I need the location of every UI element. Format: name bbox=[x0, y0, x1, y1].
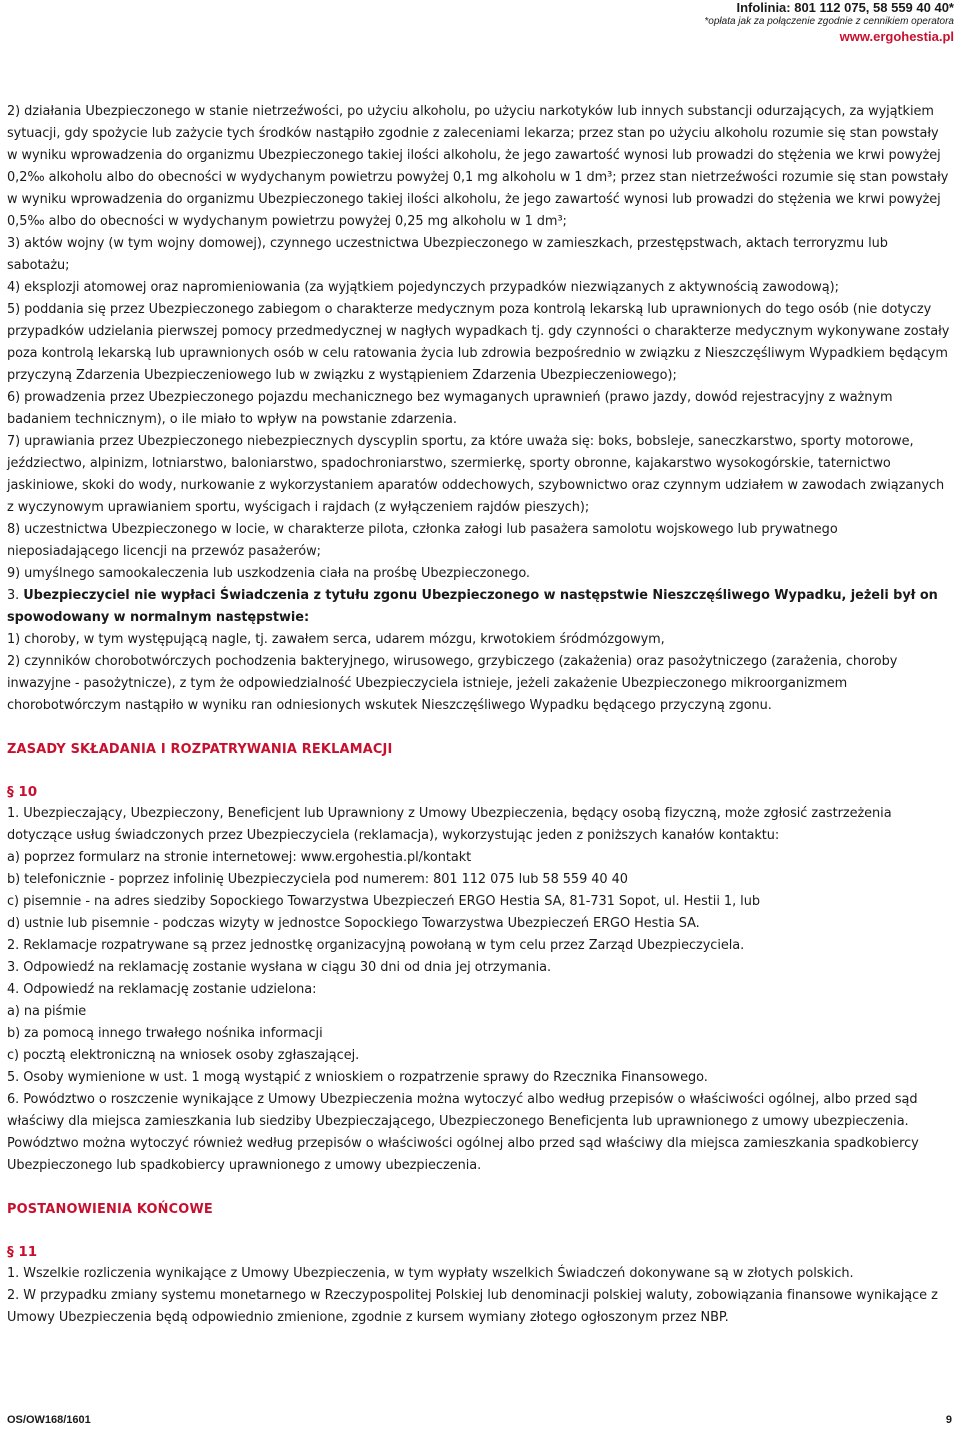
exclusion-item: 6) prowadzenia przez Ubezpieczonego pojazdu mechanicznego bez wymaganych uprawnień (prawo jazdy, dowód rejestracyjny z ważnym badaniem technicznym), o ile miało to wpływ na powstanie zdarzenia. bbox=[7, 390, 893, 427]
complaint-line: a) na piśmie bbox=[7, 1004, 87, 1019]
website-link[interactable]: www.ergohestia.pl bbox=[839, 29, 954, 44]
contact-info bbox=[704, 0, 954, 46]
page-number: 9 bbox=[945, 1414, 952, 1426]
paragraph-number-10: § 10 bbox=[7, 784, 38, 800]
complaint-line: 4. Odpowiedź na reklamację zostanie udzielona: bbox=[7, 982, 317, 997]
infoline-number[interactable]: Infolinia: 801 112 075, 58 559 40 40* bbox=[736, 0, 954, 15]
complaint-line: b) telefonicznie - poprzez infolinię Ubezpieczyciela pod numerem: 801 112 075 lub 58 559 40 40 bbox=[7, 872, 628, 887]
document-body bbox=[7, 101, 952, 1329]
death-exclusion-heading bbox=[7, 585, 952, 629]
complaint-line: 1. Ubezpieczający, Ubezpieczony, Beneficjent lub Uprawniony z Umowy Ubezpieczenia, będący osobą fizyczną, może zgłosić zastrzeżenia dotyczące usług świadczonych przez Ubezpieczyciela (reklamacja), wykorzystując jeden z poniższych kanałów kontaktu: bbox=[7, 806, 892, 843]
page-header bbox=[0, 0, 960, 44]
exclusion-item: 4) eksplozji atomowej oraz napromieniowania (za wyjątkiem pojedynczych przypadków niezwiązanych z aktywnością zawodową); bbox=[7, 280, 839, 295]
complaint-line: 3. Odpowiedź na reklamację zostanie wysłana w ciągu 30 dni od dnia jej otrzymania. bbox=[7, 960, 552, 975]
death-exclusion-number: 3. bbox=[7, 588, 20, 603]
infoline-note: *opłata jak za połączenie zgodnie z cennikiem operatora bbox=[704, 16, 954, 27]
complaint-line: 6. Powództwo o roszczenie wynikające z Umowy Ubezpieczenia można wytoczyć albo według przepisów o właściwości ogólnej, albo przed sąd właściwy dla miejsca zamieszkania lub siedziby Ubezpieczającego, Ubezpieczonego Beneficjenta lub uprawnionego z umowy ubezpieczenia. Powództwo można wytoczyć również według przepisów o właściwości ogólnej albo przed sąd właściwy dla miejsca zamieszkania spadkobiercy Ubezpieczonego lub spadkobiercy uprawnionego z umowy ubezpieczenia. bbox=[7, 1092, 919, 1173]
complaint-line: b) za pomocą innego trwałego nośnika informacji bbox=[7, 1026, 323, 1041]
exclusion-item: 7) uprawiania przez Ubezpieczonego niebezpiecznych dyscyplin sportu, za które uważa się: boks, bobsleje, saneczkarstwo, sporty motorowe, jeździectwo, alpinizm, lotniarstwo, baloniarstwo, spadochroniarstwo, szermierkę, sporty obronne, kajakarstwo wysokogórskie, taternictwo jaskiniowe, skoki do wody, nurkowanie z wykorzystaniem aparatów oddechowych, szybownictwo oraz czynnym udziałem w zawodach związanych z wyczynowym uprawianiem sportu, wyścigach i rajdach (z wyłączeniem rajdów pieszych); bbox=[7, 434, 945, 515]
exclusion-item: 9) umyślnego samookaleczenia lub uszkodzenia ciała na prośbę Ubezpieczonego. bbox=[7, 566, 530, 581]
complaint-line: a) poprzez formularz na stronie internetowej: www.ergohestia.pl/kontakt bbox=[7, 850, 472, 865]
exclusion-item: 2) działania Ubezpieczonego w stanie nietrzeźwości, po użyciu alkoholu, po użyciu narkotyków lub innych substancji odurzających, za wyjątkiem sytuacji, gdy spożycie lub zażycie tych środków nastąpiło zgodnie z zaleceniami lekarza; przez stan po użyciu alkoholu rozumie się stan powstały w wyniku wprowadzenia do organizmu Ubezpieczonego takiej ilości alkoholu, że jego zawartość wynosi lub prowadzi do stężenia we krwi powyżej 0,2‰ alkoholu albo do obecności w wydychanym powietrzu powyżej 0,1 mg alkoholu w 1 dm³; przez stan nietrzeźwości rozumie się stan powstały w wyniku wprowadzenia do organizmu Ubezpieczonego takiej ilości alkoholu, że jego zawartość wynosi lub prowadzi do stężenia we krwi powyżej 0,5‰ albo do obecności w wydychanym powietrzu powyżej 0,25 mg alkoholu w 1 dm³; bbox=[7, 104, 949, 229]
section-title-final: POSTANOWIENIA KOŃCOWE bbox=[7, 1202, 213, 1217]
exclusion-item: 5) poddania się przez Ubezpieczonego zabiegom o charakterze medycznym poza kontrolą lekarską lub uprawnionych do tego osób (nie dotyczy przypadków udzielania pierwszej pomocy przedmedycznej w nagłych wypadkach tj. gdy czynności o charakterze medycznym wykonywane zostały poza kontrolą lekarską lub uprawnionych osób w celu ratowania życia lub zdrowia bezpośrednio w związku z Nieszczęśliwym Wypadkiem będącym przyczyną Zdarzenia Ubezpieczeniowego lub w związku z wystąpieniem Zdarzenia Ubezpieczeniowego); bbox=[7, 302, 950, 383]
complaint-line: d) ustnie lub pisemnie - podczas wizyty w jednostce Sopockiego Towarzystwa Ubezpieczeń ERGO Hestia SA. bbox=[7, 916, 700, 931]
final-line: 2. W przypadku zmiany systemu monetarnego w Rzeczypospolitej Polskiej lub denominacji polskiej waluty, zobowiązania finansowe wynikające z Umowy Ubezpieczenia będą odpowiednio zmienione, zgodnie z kursem wymiany złotego ogłoszonym przez NBP. bbox=[7, 1288, 938, 1325]
exclusion-item: 3) aktów wojny (w tym wojny domowej), czynnego uczestnictwa Ubezpieczonego w zamieszkach, przestępstwach, aktach terroryzmu lub sabotażu; bbox=[7, 236, 888, 273]
paragraph-number-11: § 11 bbox=[7, 1244, 38, 1260]
exclusion-item: 8) uczestnictwa Ubezpieczonego w locie, w charakterze pilota, członka załogi lub pasażera samolotu wojskowego lub prywatnego nieposiadającego licencji na przewóz pasażerów; bbox=[7, 522, 838, 559]
complaint-line: c) pocztą elektroniczną na wniosek osoby zgłaszającej. bbox=[7, 1048, 360, 1063]
complaint-line: c) pisemnie - na adres siedziby Sopockiego Towarzystwa Ubezpieczeń ERGO Hestia SA, 81-731 Sopot, ul. Hestii 1, lub bbox=[7, 894, 760, 909]
final-line: 1. Wszelkie rozliczenia wynikające z Umowy Ubezpieczenia, w tym wypłaty wszelkich Świadczeń dokonywane są w złotych polskich. bbox=[7, 1266, 854, 1281]
death-exclusion-item: 2) czynników chorobotwórczych pochodzenia bakteryjnego, wirusowego, grzybiczego (zakażenia) oraz pasożytniczego (zarażenia, choroby inwazyjne - pasożytnicze), z tym że odpowiedzialność Ubezpieczyciela istnieje, jeżeli zakażenie Ubezpieczonego mikroorganizmem chorobotwórczym nastąpiło w wyniku ran odniesionych wskutek Nieszczęśliwego Wypadku będącego przyczyną zgonu. bbox=[7, 654, 898, 713]
death-exclusion-item: 1) choroby, w tym występującą nagle, tj. zawałem serca, udarem mózgu, krwotokiem śródmózgowym, bbox=[7, 632, 665, 647]
section-title-complaints: ZASADY SKŁADANIA I ROZPATRYWANIA REKLAMACJI bbox=[7, 742, 393, 757]
complaint-line: 5. Osoby wymienione w ust. 1 mogą wystąpić z wnioskiem o rozpatrzenie sprawy do Rzecznika Finansowego. bbox=[7, 1070, 708, 1085]
complaint-line: 2. Reklamacje rozpatrywane są przez jednostkę organizacyjną powołaną w tym celu przez Zarząd Ubezpieczyciela. bbox=[7, 938, 745, 953]
document-code: OS/OW168/1601 bbox=[7, 1414, 91, 1426]
death-exclusion-text: Ubezpieczyciel nie wypłaci Świadczenia z tytułu zgonu Ubezpieczonego w następstwie Nieszczęśliwego Wypadku, jeżeli był on spowodowany w normalnym następstwie: bbox=[7, 588, 938, 625]
